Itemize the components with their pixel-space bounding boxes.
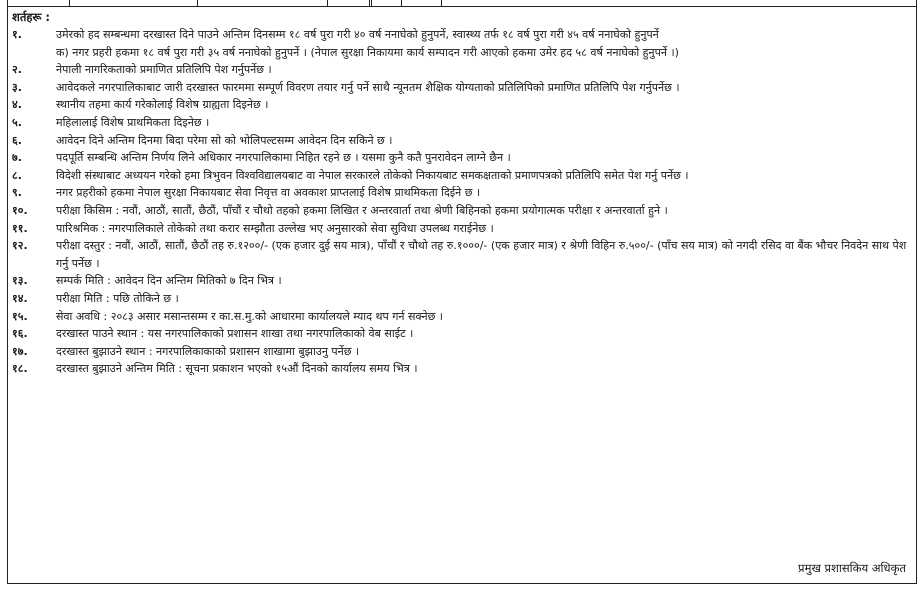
signatory-title: प्रमुख प्रशासकिय अधिकृत xyxy=(798,561,906,575)
item-number: ९. xyxy=(12,186,22,200)
item-text: दरखास्त पाउने स्थान : यस नगरपालिकाको प्रशासन शाखा तथा नगरपालिकाको वेब साईट । xyxy=(56,327,414,341)
condition-item xyxy=(8,149,916,167)
item-text: महिलालाई विशेष प्राथमिकता दिइनेछ । xyxy=(56,115,210,129)
item-number: १५. xyxy=(12,309,28,323)
item-number: ८. xyxy=(12,168,22,182)
condition-item xyxy=(8,132,916,150)
condition-item xyxy=(8,96,916,114)
item-text: परीक्षा किसिम : नवौं, आठौं, सातौं, छैठौं, पाँचौं र चौथो तहको हकमा लिखित र अन्तरवार्ता तथा श्रेणी बिहिनको हकमा प्रयोगात्मक परीक्षा र अन्तरवार्ता हुने । xyxy=(56,203,668,217)
table-fragment-cell xyxy=(402,0,442,7)
condition-item xyxy=(8,114,916,132)
condition-item xyxy=(8,202,916,220)
item-text: नगर प्रहरीको हकमा नेपाल सुरक्षा निकायबाट सेवा निवृत्त वा अवकाश प्राप्तलाई विशेष प्राथमिकता दिईने छ । xyxy=(56,186,481,200)
item-text: पदपूर्ति सम्बन्धि अन्तिम निर्णय लिने अधिकार नगरपालिकामा निहित रहने छ । यसमा कुनै कतै पुनरावेदन लाग्ने छैन । xyxy=(56,151,511,165)
item-text: पारिश्रमिक : नगरपालिकाले तोकेको तथा करार सम्झौता उल्लेख भए अनुसारको सेवा सुविधा उपलब्ध गराईनेछ । xyxy=(56,221,494,235)
item-text: सम्पर्क मिति : आवेदन दिन अन्तिम मितिको ७ दिन भित्र । xyxy=(56,274,282,288)
conditions-list xyxy=(8,26,916,378)
condition-item xyxy=(8,61,916,79)
item-text: परीक्षा दस्तुर : नवौं, आठौं, सातौं, छैठौं तह रु.१२००/- (एक हजार दुई सय मात्र), पाँचौं र चौथो तह रु.१०००/- (एक हजार मात्र) र श्रेणी विहिन रु.५००/- (पाँच सय मात्र) को नगदी रसिद वा बैंक भौचर निवदेन साथ पेश गर्नु पर्नेछ । xyxy=(56,239,907,270)
condition-item xyxy=(8,167,916,185)
item-text: उमेरको हद सम्बन्धमा दरखास्त दिने पाउने अन्तिम दिनसम्म १८ वर्ष पुरा गरी ४० वर्ष ननाघेको हुनुपर्ने, स्वास्थ्य तर्फ १८ वर्ष पुरा गरी ४५ वर्ष ननाघेको हुनुपर्ने xyxy=(56,28,659,41)
condition-item xyxy=(8,272,916,290)
item-number: ३. xyxy=(12,80,22,94)
item-text: आवेदकले नगरपालिकाबाट जारी दरखास्त फारममा सम्पूर्ण विवरण तयार गर्नु पर्ने साथै न्यूनतम शैक्षिक योग्यताको प्रतिलिपिको प्रमाणित प्रतिलिपि पेश गर्नुपर्नेछ । xyxy=(56,80,680,94)
conditions-heading: शर्तहरू : xyxy=(12,10,51,24)
item-text: दरखास्त बुझाउने स्थान : नगरपालिकाकाको प्रशासन शाखामा बुझाउनु पर्नेछ । xyxy=(56,344,360,358)
table-fragment-cell xyxy=(328,0,372,7)
item-text: सेवा अवधि : २०८३ असार मसान्तसम्म र का.स.मु.को आधारमा कार्यालयले म्याद थप गर्न सक्नेछ । xyxy=(56,309,443,323)
table-fragment xyxy=(8,0,916,7)
item-number: १६. xyxy=(12,327,28,341)
item-text: विदेशी संस्थाबाट अध्ययन गरेको हमा त्रिभुवन विश्वविद्यालयबाट वा नेपाल सरकारले तोकेको निकायबाट समकक्षताको प्रमाणपत्रको प्रतिलिपि समेत पेश गर्नु पर्नेछ । xyxy=(56,168,689,182)
item-number: १७. xyxy=(12,344,28,358)
item-text: परीक्षा मिति : पछि तोकिने छ । xyxy=(56,291,179,305)
item-number: १०. xyxy=(12,203,28,217)
item-subclause: क) नगर प्रहरी हकमा १८ वर्ष पुरा गरी ३५ वर्ष ननाघेको हुनुपर्ने । (नेपाल सुरक्षा निकायमा कार्य सम्पादन गरी आएको हकमा उमेर हद ५८ वर्ष ननाघेको हुनुपर्ने ।) xyxy=(56,45,679,59)
item-number: १३. xyxy=(12,274,28,288)
item-number: ४. xyxy=(12,98,22,112)
notice-frame xyxy=(7,0,917,584)
condition-item xyxy=(8,26,916,61)
table-fragment-cell xyxy=(70,0,198,7)
table-fragment-cell xyxy=(372,0,402,7)
condition-item xyxy=(8,308,916,326)
condition-item xyxy=(8,237,916,272)
item-number: २. xyxy=(12,63,22,77)
condition-item xyxy=(8,220,916,238)
item-number: १४. xyxy=(12,291,28,305)
condition-item xyxy=(8,184,916,202)
item-text: दरखास्त बुझाउने अन्तिम मिति : सूचना प्रकाशन भएको १५औं दिनको कार्यालय समय भित्र । xyxy=(56,362,418,376)
item-number: १. xyxy=(12,28,22,41)
condition-item xyxy=(8,79,916,97)
item-number: १८. xyxy=(12,362,28,376)
item-number: ६. xyxy=(12,133,22,147)
condition-item xyxy=(8,360,916,378)
item-text: आवेदन दिने अन्तिम दिनमा बिदा परेमा सो को भोलिपल्टसम्म आवेदन दिन सकिने छ । xyxy=(56,133,393,147)
item-number: १२. xyxy=(12,239,28,253)
condition-item xyxy=(8,290,916,308)
table-fragment-cell xyxy=(198,0,328,7)
item-number: ७. xyxy=(12,151,22,165)
table-fragment-cell xyxy=(8,0,70,7)
item-number: ५. xyxy=(12,115,22,129)
item-text: नेपाली नागरिकताको प्रमाणित प्रतिलिपि पेश गर्नुपर्नेछ । xyxy=(56,63,272,77)
condition-item xyxy=(8,343,916,361)
item-text: स्थानीय तहमा कार्य गरेकोलाई विशेष ग्राह्यता दिइनेछ । xyxy=(56,98,269,112)
condition-item xyxy=(8,325,916,343)
item-number: ११. xyxy=(12,221,28,235)
